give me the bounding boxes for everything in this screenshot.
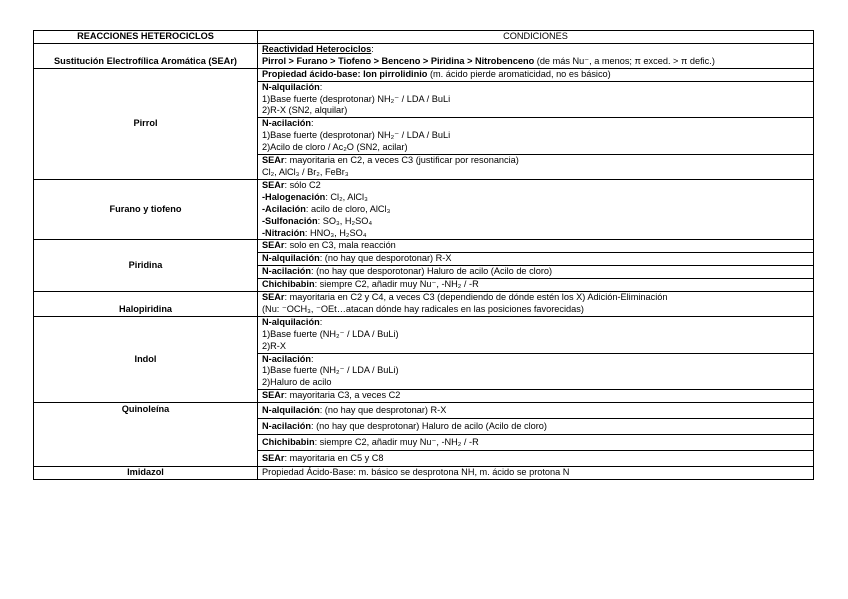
indol-acil-step1: 1)Base fuerte (NH₂⁻ / LDA / BuLi): [262, 365, 399, 376]
indol-alq-heading: [262, 317, 809, 329]
furano-nitr-title: -Nitración: [262, 227, 305, 238]
pirrol-sear-line: [262, 155, 809, 167]
reactividad-heading: [262, 44, 809, 56]
cell-indol-alq: [258, 316, 814, 353]
cell-piridina-alq: [258, 253, 814, 266]
cell-quinoleina-chich: [258, 435, 814, 451]
header-condiciones: CONDICIONES: [258, 31, 814, 44]
quinoleina-alq-text: : (no hay que desprotonar) R-X: [319, 404, 447, 415]
indol-sear-title: SEAr: [262, 390, 285, 401]
quinoleina-alq-title: N-alquilación: [262, 404, 320, 415]
reactividad-order-line: [262, 56, 809, 68]
cell-sear-reactividad: [258, 43, 814, 68]
quinoleina-sear-text: : mayoritaria en C5 y C8: [284, 452, 384, 463]
halopiridina-nu-text: (Nu: ⁻OCH₃, ⁻OEt…atacan dónde hay radicales en las posiciones favorecidas): [262, 303, 584, 314]
furano-sear-title: SEAr: [262, 179, 285, 190]
quinoleina-chich-title: Chichibabin: [262, 436, 315, 447]
indol-acil-title: N-acilación: [262, 353, 312, 364]
cell-pirrol-acilacion: [258, 118, 814, 155]
reactions-table: [33, 30, 814, 480]
row-pirrol-acidbase: [34, 68, 814, 81]
pirrol-alq-heading: [262, 82, 809, 94]
piridina-alq-title: N-alquilación: [262, 253, 320, 264]
quinoleina-acil-text: : (no hay que desprotonar) Haluro de acilo (Acilo de cloro): [311, 420, 547, 431]
cell-pirrol-acidbase: [258, 68, 814, 81]
header-row: [34, 31, 814, 44]
pirrol-alq-colon: :: [319, 81, 323, 92]
row-halopiridina: [34, 292, 814, 317]
cell-imidazol: Propiedad Ácido-Base: m. básico se desprotona NH, m. ácido se protona N: [258, 467, 814, 480]
reactividad-note: (de más Nu⁻, a menos; π exced. > π defic.): [534, 55, 715, 66]
pirrol-alq-step2: 2)R-X (SN2, alquilar): [262, 105, 348, 116]
label-halopiridina: Halopiridina: [34, 292, 258, 317]
label-indol: Indol: [34, 316, 258, 402]
furano-sulf-title: -Sulfonación: [262, 215, 318, 226]
pirrol-acidbase-title: Propiedad ácido-base: Ion pirrolidinio: [262, 68, 428, 79]
row-sear: [34, 43, 814, 68]
piridina-sear-text: : solo en C3, mala reacción: [284, 240, 396, 251]
pirrol-acidbase-text: (m. ácido pierde aromaticidad, no es básico): [427, 68, 611, 79]
row-piridina-sear: [34, 240, 814, 253]
pirrol-acil-step1: 1)Base fuerte (desprotonar) NH₂⁻ / LDA / BuLi: [262, 130, 451, 141]
furano-sear-text: : sólo C2: [284, 179, 321, 190]
row-quinoleina-alq: [34, 403, 814, 419]
cell-furano: [258, 179, 814, 240]
furano-halo-line: [262, 192, 809, 204]
pirrol-acil-colon: :: [311, 118, 314, 129]
cell-piridina-sear: [258, 240, 814, 253]
quinoleina-acil-title: N-acilación: [262, 420, 312, 431]
cell-quinoleina-sear: [258, 451, 814, 467]
cell-quinoleina-acil: [258, 419, 814, 435]
label-sear: Sustitución Electrofílica Aromática (SEAr): [34, 43, 258, 68]
halopiridina-sear-title: SEAr: [262, 292, 285, 303]
piridina-sear-title: SEAr: [262, 240, 285, 251]
cell-pirrol-sear: [258, 155, 814, 180]
furano-sear-line: [262, 180, 809, 192]
pirrol-acil-title: N-acilación: [262, 118, 312, 129]
indol-alq-colon: :: [319, 316, 323, 327]
label-imidazol: Imidazol: [34, 467, 258, 480]
furano-halo-text: : Cl₂, AlCl₃: [325, 191, 368, 202]
indol-acil-heading: [262, 354, 809, 366]
label-quinoleina: Quinoleína: [34, 403, 258, 467]
pirrol-sear-text: : mayoritaria en C2, a veces C3 (justificar por resonancia): [284, 155, 519, 166]
label-piridina: Piridina: [34, 240, 258, 292]
cell-piridina-chich: [258, 279, 814, 292]
row-furano: [34, 179, 814, 240]
cell-quinoleina-alq: [258, 403, 814, 419]
furano-sulf-text: : SO₃, H₂SO₄: [317, 215, 373, 226]
row-indol-alq: [34, 316, 814, 353]
header-reacciones: REACCIONES HETEROCICLOS: [34, 31, 258, 44]
furano-nitr-line: [262, 228, 809, 240]
label-furano: Furano y tiofeno: [34, 179, 258, 240]
piridina-chich-text: : siempre C2, añadir muy Nu⁻, -NH₂ / -R: [314, 279, 479, 290]
label-pirrol: Pirrol: [34, 68, 258, 179]
pirrol-sear-title: SEAr: [262, 155, 285, 166]
furano-acil-line: [262, 204, 809, 216]
pirrol-acil-heading: [262, 118, 809, 130]
indol-alq-step2: 2)R-X: [262, 340, 286, 351]
furano-acil-title: -Acilación: [262, 203, 306, 214]
quinoleina-chich-text: : siempre C2, añadir muy Nu⁻, -NH₂ / -R: [314, 436, 479, 447]
cell-indol-sear: [258, 390, 814, 403]
piridina-chich-title: Chichibabin: [262, 279, 315, 290]
cell-pirrol-alquilacion: [258, 81, 814, 118]
reactividad-title: Reactividad Heterociclos: [262, 43, 372, 54]
cell-indol-acil: [258, 353, 814, 390]
quinoleina-sear-title: SEAr: [262, 452, 285, 463]
indol-acil-step2: 2)Haluro de acilo: [262, 377, 332, 388]
halopiridina-sear-text: : mayoritaria en C2 y C4, a veces C3 (dependiendo de dónde estén los X) Adición-Eliminación: [284, 292, 668, 303]
cell-piridina-acil: [258, 266, 814, 279]
furano-sulf-line: [262, 216, 809, 228]
furano-halo-title: -Halogenación: [262, 191, 326, 202]
halopiridina-sear-line: [262, 292, 809, 304]
indol-sear-text: : mayoritaria C3, a veces C2: [284, 390, 401, 401]
furano-acil-text: : acilo de cloro, AlCl₃: [305, 203, 391, 214]
piridina-acil-text: : (no hay que desporotonar) Haluro de acilo (Acilo de cloro): [311, 266, 553, 277]
pirrol-alq-step1: 1)Base fuerte (desprotonar) NH₂⁻ / LDA / BuLi: [262, 93, 451, 104]
piridina-alq-text: : (no hay que desporotonar) R-X: [319, 253, 452, 264]
pirrol-sear-reagents: Cl₂, AlCl₃ / Br₂, FeBr₃: [262, 166, 349, 177]
pirrol-alq-title: N-alquilación: [262, 81, 320, 92]
row-imidazol: [34, 467, 814, 480]
indol-acil-colon: :: [311, 353, 314, 364]
indol-alq-title: N-alquilación: [262, 316, 320, 327]
indol-alq-step1: 1)Base fuerte (NH₂⁻ / LDA / BuLi): [262, 328, 399, 339]
reactividad-colon: :: [371, 43, 374, 54]
reactividad-order: Pirrol > Furano > Tiofeno > Benceno > Piridina > Nitrobenceno: [262, 55, 535, 66]
furano-nitr-text: : HNO₃, H₂SO₄: [304, 227, 367, 238]
cell-halopiridina: [258, 292, 814, 317]
pirrol-acil-step2: 2)Acilo de cloro / Ac₂O (SN2, acilar): [262, 142, 408, 153]
piridina-acil-title: N-acilación: [262, 266, 312, 277]
